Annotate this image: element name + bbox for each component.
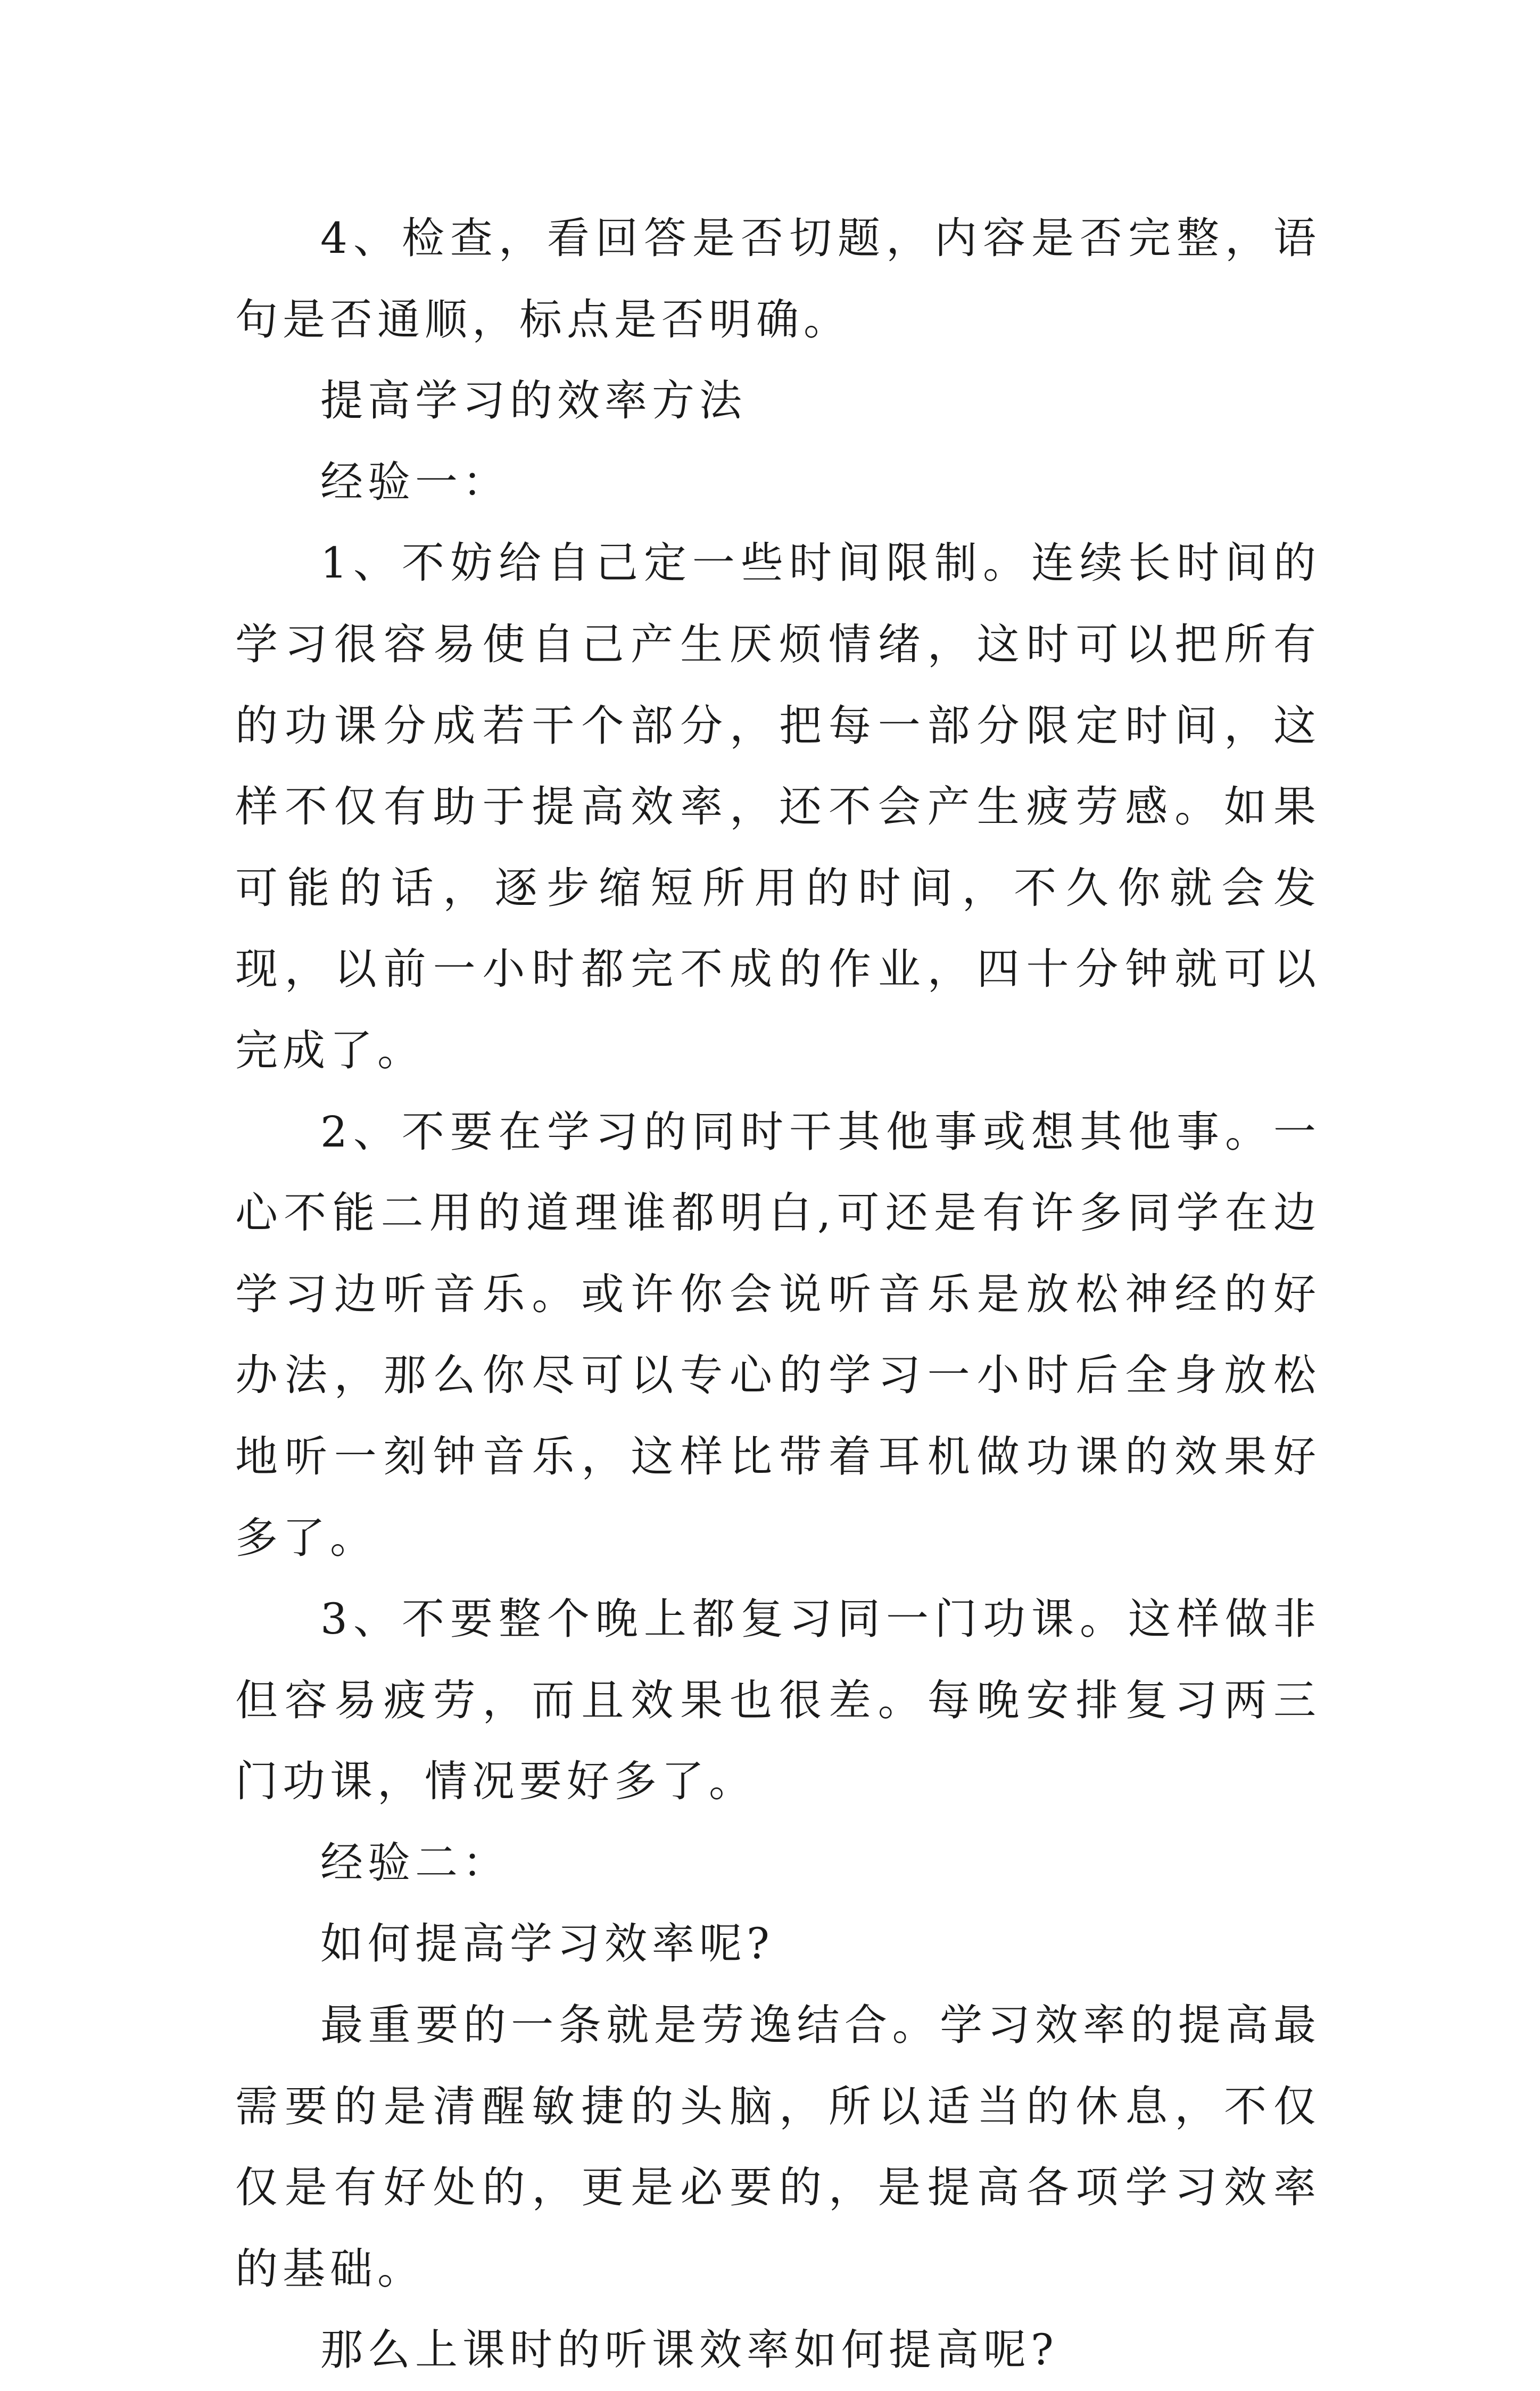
question-line-lecture: 那么上课时的听课效率如何提高呢? [320,2325,1058,2375]
subheading-experience-one: 经验一： [320,457,510,507]
document-body [235,198,1321,2391]
paragraph-item-1: 1、不妨给自己定一些时间限制。连续长时间的学习很容易使自己产生厌烦情绪，这时可以把所有的功课分成若干个部分，把每一部分限定时间，这样不仅有助于提高效率，还不会产生疲劳感。如果可能的话，逐步缩短所用的时间，不久你就会发现，以前一小时都完不成的作业，四十分钟就可以完成了。 [235,538,1321,1075]
section-heading: 提高学习的效率方法 [320,376,747,426]
paragraph-rest-balance: 最重要的一条就是劳逸结合。学习效率的提高最需要的是清醒敏捷的头脑，所以适当的休息，不仅仅是有好处的，更是必要的，是提高各项学习效率的基础。 [235,2000,1321,2294]
subheading-experience-two: 经验二： [320,1837,510,1887]
paragraph-item-3: 3、不要整个晚上都复习同一门功课。这样做非但容易疲劳，而且效果也很差。每晚安排复习两三门功课，情况要好多了。 [235,1594,1321,1807]
paragraph-item-2: 2、不要在学习的同时干其他事或想其他事。一心不能二用的道理谁都明白,可还是有许多同学在边学习边听音乐。或许你会说听音乐是放松神经的好办法，那么你尽可以专心的学习一小时后全身放松地听一刻钟音乐，这样比带着耳机做功课的效果好多了。 [235,1107,1321,1563]
paragraph-check-step: 4、检查，看回答是否切题，内容是否完整，语句是否通顺，标点是否明确。 [235,213,1321,344]
question-line: 如何提高学习效率呢? [320,1919,774,1969]
